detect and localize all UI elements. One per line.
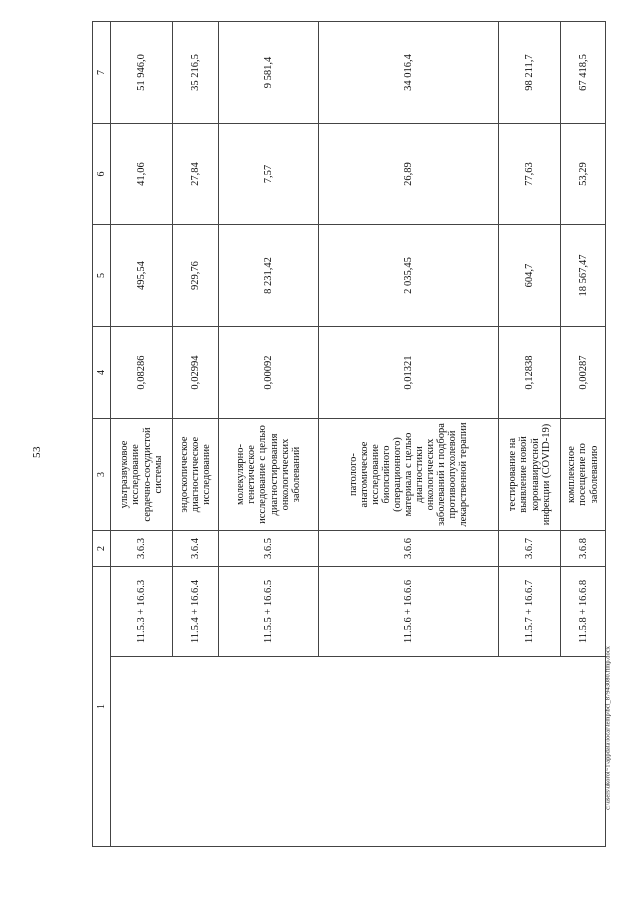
table-cell: 11.5.5 + 16.6.5: [219, 567, 319, 657]
table-cell: патолого-анатомическое исследование биопсийного (операционного) материала с целью диагностики онкологических заболеваний и подбора противоопухолевой лекарственной терапии: [319, 419, 499, 531]
merged-blank-cell: [111, 657, 606, 847]
table-cell: 11.5.8 + 16.6.8: [561, 567, 606, 657]
table-cell: 0,08286: [111, 327, 173, 419]
table-cell: 0,00092: [219, 327, 319, 419]
table-cell: 3.6.6: [319, 531, 499, 567]
table-cell: 929,76: [173, 225, 219, 327]
rotated-table-sheet: [92, 22, 600, 847]
table-row: [111, 22, 173, 847]
table-cell: 67 418,5: [561, 22, 606, 124]
file-path-footer: c:\users\ukorol~1\appdata\local\temp\bcl_87943080.ftmp.docx: [604, 646, 612, 810]
table-cell: 77,63: [499, 124, 561, 225]
column-header: 5: [93, 225, 111, 327]
table-cell: 3.6.4: [173, 531, 219, 567]
table-cell: 34 016,4: [319, 22, 499, 124]
table-cell: 8 231,42: [219, 225, 319, 327]
table-cell: 3.6.7: [499, 531, 561, 567]
table-cell: 26,89: [319, 124, 499, 225]
table-cell: 0,12838: [499, 327, 561, 419]
data-table: [92, 21, 606, 847]
table-cell: 495,54: [111, 225, 173, 327]
table-cell: 0,00287: [561, 327, 606, 419]
table-cell: комплексное посещение по заболеванию: [561, 419, 606, 531]
table-cell: ультразвуковое исследование сердечно-сосудистой системы: [111, 419, 173, 531]
table-cell: 11.5.3 + 16.6.3: [111, 567, 173, 657]
table-cell: 3.6.8: [561, 531, 606, 567]
table-cell: 35 216,5: [173, 22, 219, 124]
table-cell: 0,02994: [173, 327, 219, 419]
table-cell: 11.5.6 + 16.6.6: [319, 567, 499, 657]
table-cell: 604,7: [499, 225, 561, 327]
table-cell: 9 581,4: [219, 22, 319, 124]
table-cell: 51 946,0: [111, 22, 173, 124]
table-cell: 53,29: [561, 124, 606, 225]
table-cell: 3.6.3: [111, 531, 173, 567]
table-cell: 18 567,47: [561, 225, 606, 327]
table-cell: 11.5.7 + 16.6.7: [499, 567, 561, 657]
column-header: 2: [93, 531, 111, 567]
table-cell: 11.5.4 + 16.6.4: [173, 567, 219, 657]
page-number: 53: [31, 446, 43, 458]
table-cell: 98 211,7: [499, 22, 561, 124]
table-cell: 3.6.5: [219, 531, 319, 567]
table-cell: молекулярно-генетическое исследование с целью диагностирования онкологических заболеваний: [219, 419, 319, 531]
table-header-row: [93, 22, 111, 847]
column-header: 6: [93, 124, 111, 225]
column-header: 7: [93, 22, 111, 124]
table-cell: 7,57: [219, 124, 319, 225]
column-header: 1: [93, 567, 111, 847]
table-cell: 2 035,45: [319, 225, 499, 327]
table-cell: эндоскопическое диагностическое исследование: [173, 419, 219, 531]
table-cell: 0,01321: [319, 327, 499, 419]
table-cell: 41,06: [111, 124, 173, 225]
column-header: 3: [93, 419, 111, 531]
table-cell: тестирование на выявление новой коронавирусной инфекции (COVID-19): [499, 419, 561, 531]
column-header: 4: [93, 327, 111, 419]
table-cell: 27,84: [173, 124, 219, 225]
